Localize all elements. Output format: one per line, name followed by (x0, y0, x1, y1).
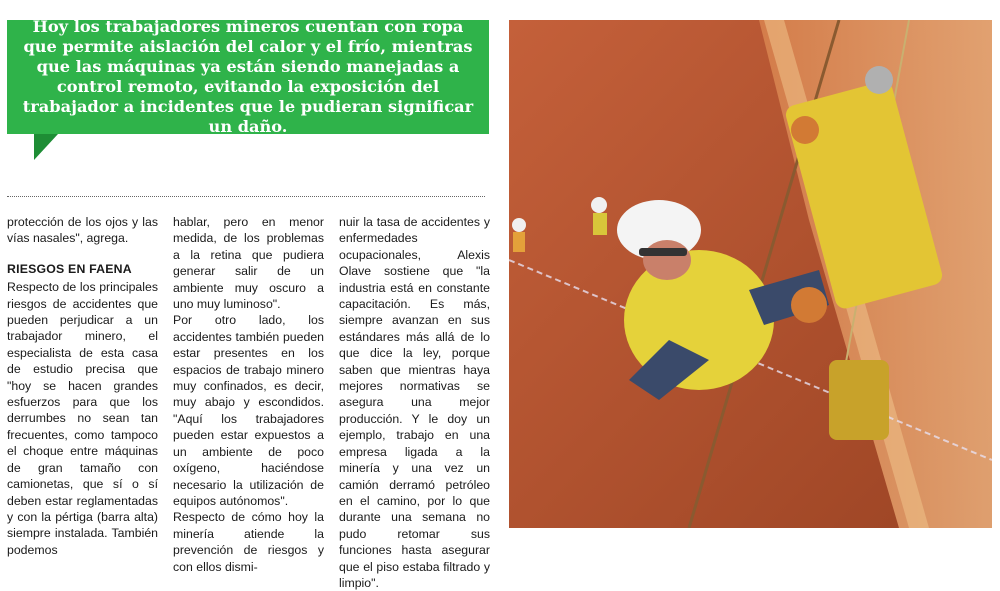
miner-climbing-photo (509, 20, 992, 528)
paragraph: hablar, pero en menor medida, de los problemas a la retina que pudiera generar salir de un ambiente muy oscuro a uno muy luminoso". (173, 215, 324, 312)
section-divider (7, 196, 485, 197)
pull-quote-box (7, 17, 489, 136)
pull-quote-tail (34, 134, 58, 160)
distant-worker (593, 213, 607, 235)
glove (791, 287, 827, 323)
article-column-3 (339, 214, 490, 591)
glove (791, 116, 819, 144)
photo-illustration (509, 20, 992, 528)
face (643, 240, 691, 280)
paragraph: Respecto de cómo hoy la minería atiende la prevención de riesgos y con ellos dismi- (173, 510, 324, 574)
article-column-1 (7, 214, 158, 558)
section-subheading: RIESGOS EN FAENA (7, 261, 132, 276)
shackle (865, 66, 893, 94)
distant-worker (591, 197, 607, 213)
pull-quote-text: Hoy los trabajadores mineros cuentan con ropa que permite aislación del calor y el frío, mientras que las máquinas ya están siendo manejadas a control remoto, evitando la exposición del trabajador a incidentes que le pudieran significar un daño. (22, 17, 474, 136)
paragraph: nuir la tasa de accidentes y enfermedades ocupacionales, Alexis Olave sostiene que "la industria está en constante capacitación. Es más, siempre avanzan en sus estándares más allá de lo que dice la ley, porque saben que mientras haya mejores normativas se asegura una mejor producción. Y le doy un ejemplo, trabajo en una empresa ligada a la minería y una vez un camión derramó petróleo en el camino, por lo que durante una semana no pudo retomar sus funciones hasta asegurar que el piso estaba filtrado y limpio". (339, 215, 490, 590)
paragraph: protección de los ojos y las vías nasales", agrega. (7, 215, 158, 246)
distant-worker (512, 218, 526, 232)
article-column-2 (173, 214, 324, 575)
paragraph: Respecto de los principales riesgos de accidentes que pueden perjudicar a un trabajador minero, el especialista de esta casa de estudio precisa que "hoy se hacen grandes esfuerzos para que los derrumbes no sean tan frecuentes, como tampoco el choque entre máquinas de gran tamaño con camionetas, que sí o sí deben estar reglamentadas y con la pértiga (barra alta) siempre instalada. También podemos (7, 280, 158, 557)
hoist-block (829, 360, 889, 440)
paragraph: Por otro lado, los accidentes también pueden estar presentes en los espacios de trabajo minero muy confinados, es decir, muy abajo y escondidos. "Aquí los trabajadores pueden estar expuestos a un ambiente de poco oxígeno, haciéndose necesario la utilización de equipos autónomos". (173, 313, 324, 508)
safety-glasses (639, 248, 687, 256)
distant-worker (513, 232, 525, 252)
